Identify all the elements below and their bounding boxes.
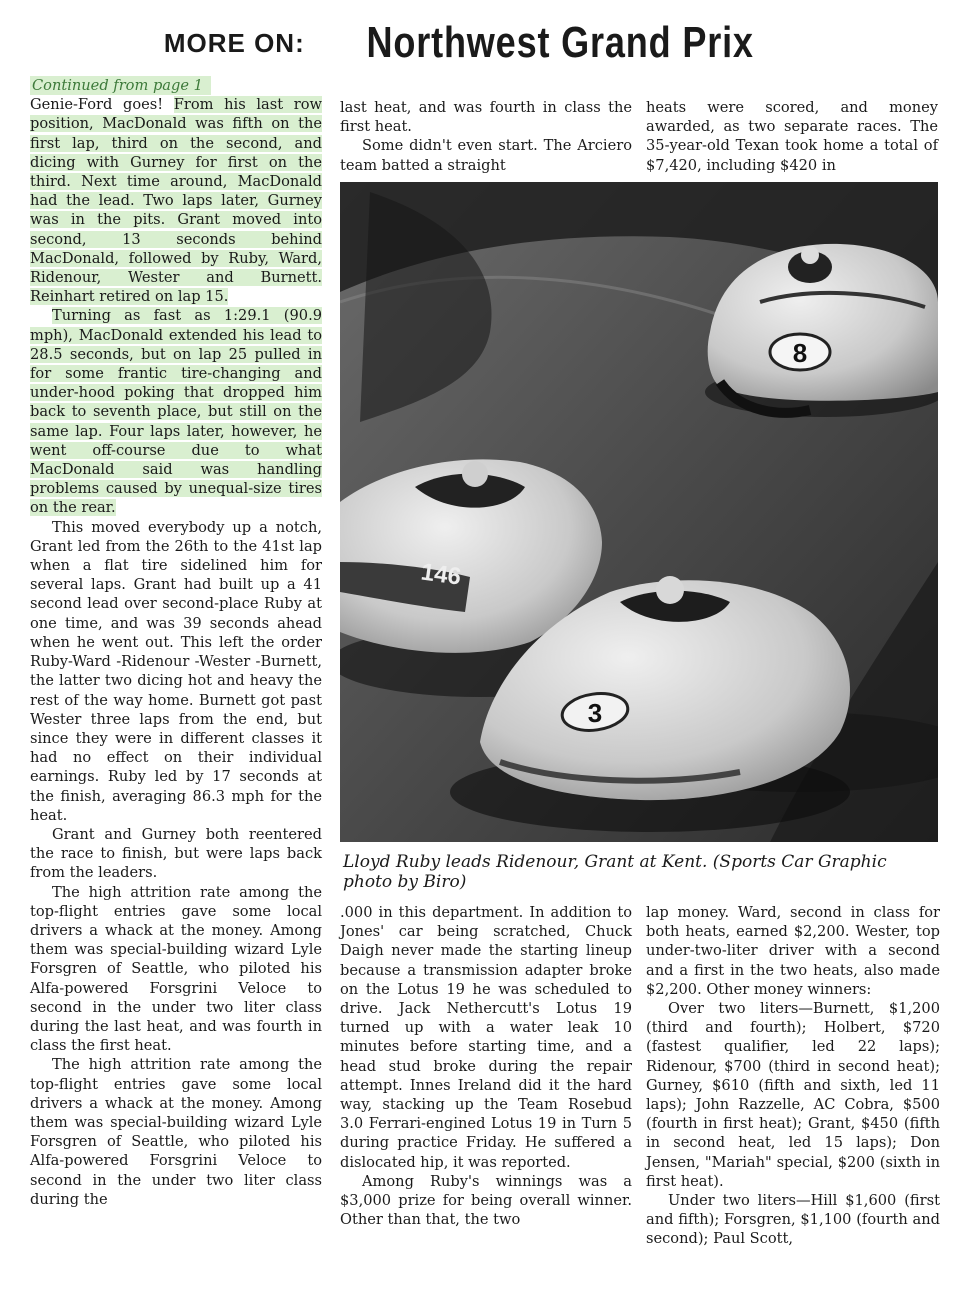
paragraph bbox=[30, 95, 322, 306]
paragraph: Among Ruby's winnings was a $3,000 prize for being overall winner. Other than that, the two bbox=[340, 1172, 632, 1229]
paragraph: heats were scored, and money awarded, as two separate races. The 35-year-old Texan took home a total of $7,420, including $420 in bbox=[646, 99, 938, 174]
paragraph: lap money. Ward, second in class for both heats, earned $2,200. Wester, top under-two-liter driver with a second and a first in the two heats, also made $2,200. Other money winners: bbox=[646, 904, 940, 998]
photo-caption: Lloyd Ruby leads Ridenour, Grant at Kent. (Sports Car Graphic photo by Biro) bbox=[343, 852, 887, 892]
paragraph: Some didn't even start. The Arciero team batted a straight bbox=[340, 137, 632, 174]
paragraph: The high attrition rate among the top-flight entries gave some local drivers a whack at the money. Among them was special-building wizard Lyle Forsgren of Seattle, who piloted his Alfa-powered Forsgrini Veloce to second in the under two liter class during the last heat, and was fourth in class the first heat. bbox=[30, 883, 322, 1055]
car-number: 3 bbox=[587, 698, 603, 728]
paragraph: Under two liters—Hill $1,600 (first and fifth); Forsgren, $1,100 (fourth and second); Paul Scott, bbox=[646, 1192, 940, 1248]
car-number: 8 bbox=[792, 338, 808, 368]
paragraph: This moved everybody up a notch, Grant led from the 26th to the 41st lap when a flat tire sidelined him for several laps. Grant had built up a 41 second lead over second-place Ruby at one time, and was 39 seconds ahead when he went out. This left the order Ruby-Ward -Ridenour -Wester -Burnett, the latter two dicing hot and heavy the rest of the way home. Burnett got past Wester three laps from the end, but since they were in different classes it had no effect on their individual earnings. Ruby led by 17 seconds at the finish, averaging 86.3 mph for the heat. bbox=[30, 518, 322, 824]
paragraph: The high attrition rate among the top-flight entries gave some local drivers a whack at the money. Among them was special-building wizard Lyle Forsgren of Seattle, who piloted his Alfa-powered Forsgrini Veloce to second in the under two liter class during the bbox=[30, 1056, 322, 1208]
car-number: 146 bbox=[419, 558, 463, 591]
highlighted-text: From his last row position, MacDonald was fifth on the first lap, third on the second, and dicing with Gurney for first on the third. Next time around, MacDonald had the lead. Two laps later, Gurney was in the pits. Grant moved into second, 13 seconds behind MacDonald, followed by Ruby, Ward, Ridenour, Wester and Burnett. Reinhart retired on lap 15. bbox=[30, 96, 322, 306]
continued-label: Continued from page 1 bbox=[30, 76, 211, 95]
paragraph bbox=[30, 306, 322, 517]
article-column-3-bottom bbox=[646, 903, 940, 1249]
paragraph: .000 in this department. In addition to Jones' car being scratched, Chuck Daigh never made the starting lineup because a transmission adapter broke on the Lotus 19 he was scheduled to drive. Jack Nethercutt's Lotus 19 turned up with a water leak 10 minutes before starting time, and a head stud broke during the repair attempt. Innes Ireland did it the hard way, stacking up the Team Rosebud 3.0 Ferrari-engined Lotus 19 in Turn 5 during practice Friday. He suffered a dislocated hip, it was reported. bbox=[340, 904, 632, 1171]
page-header bbox=[0, 18, 960, 76]
article-column-2-bottom bbox=[340, 903, 632, 1229]
paragraph: Grant and Gurney both reentered the race to finish, but were laps back from the leaders. bbox=[30, 825, 322, 882]
header-kicker: MORE ON: bbox=[163, 27, 305, 58]
article-column-2-top bbox=[340, 98, 632, 175]
headline: Northwest Grand Prix bbox=[366, 18, 754, 67]
article-column-1 bbox=[30, 76, 322, 1209]
paragraph: Over two liters—Burnett, $1,200 (third and fourth); Holbert, $720 (fastest qualifier, led 22 laps); Ridenour, $700 (third in second heat); Gurney, $610 (fifth and sixth, led 11 laps); John Razzelle, AC Cobra, $500 (fourth in first heat); Grant, $450 (fifth in second heat, led 15 laps); Don Jensen, "Mariah" special, $200 (sixth in first heat). bbox=[646, 1000, 940, 1190]
article-column-3-top bbox=[646, 98, 938, 175]
paragraph-lead: Genie-Ford goes! bbox=[30, 96, 174, 114]
highlighted-text: Turning as fast as 1:29.1 (90.9 mph), MacDonald extended his lead to 28.5 seconds, but on lap 25 pulled in for some frantic tire-changing and under-hood poking that dropped him back to seventh place, but still on the same lap. Four laps later, however, he went off-course due to what MacDonald said was handling problems caused by unequal-size tires on the rear. bbox=[30, 307, 322, 517]
race-photo bbox=[340, 182, 938, 842]
race-photo-illustration bbox=[340, 182, 938, 842]
paragraph: last heat, and was fourth in class the first heat. bbox=[340, 99, 632, 136]
